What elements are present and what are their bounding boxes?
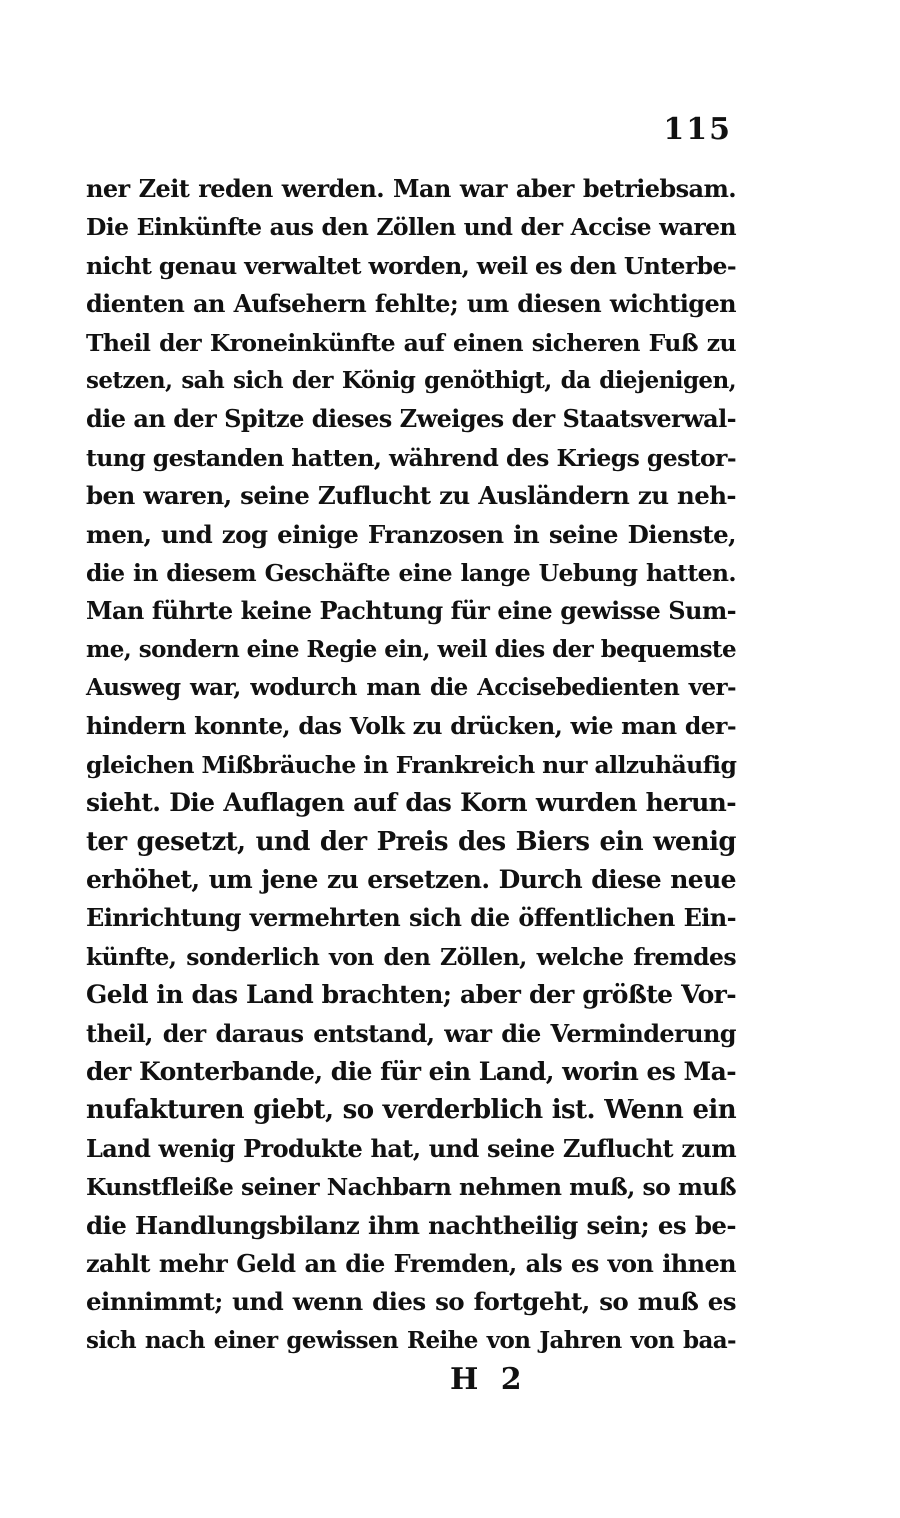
text-line: theil, der daraus entstand, war die Verminderung: [86, 1018, 736, 1048]
text-line: Man führte keine Pachtung für eine gewisse Sum-: [86, 596, 736, 626]
text-line: die an der Spitze dieses Zweiges der Staatsverwal-: [86, 404, 736, 434]
text-line: Theil der Kroneinkünfte auf einen sicheren Fuß zu: [86, 328, 736, 357]
text-line: sieht. Die Auflagen auf das Korn wurden herun-: [86, 788, 736, 818]
text-line: Einrichtung vermehrten sich die öffentlichen Ein-: [86, 903, 736, 933]
text-line: zahlt mehr Geld an die Fremden, als es von ihnen: [86, 1248, 736, 1278]
text-line: tung gestanden hatten, während des Kriegs gestor-: [86, 443, 736, 472]
text-line: ner Zeit reden werden. Man war aber betriebsam.: [86, 174, 736, 203]
text-line: die Handlungsbilanz ihm nachtheilig sein; es be-: [86, 1210, 736, 1240]
body-text: [86, 170, 736, 1360]
text-line: der Konterbande, die für ein Land, worin es Ma-: [86, 1056, 736, 1086]
text-line: sich nach einer gewissen Reihe von Jahren von baa-: [86, 1326, 736, 1354]
text-line: me, sondern eine Regie ein, weil dies der bequemste: [86, 635, 736, 663]
text-line: nufakturen giebt, so verderblich ist. Wenn ein: [86, 1095, 736, 1126]
text-line: nicht genau verwaltet worden, weil es den Unterbe-: [86, 251, 736, 280]
text-line: hindern konnte, das Volk zu drücken, wie man der-: [86, 712, 736, 741]
text-line: men, und zog einige Franzosen in seine Dienste,: [86, 519, 736, 549]
text-line: erhöhet, um jene zu ersetzen. Durch diese neue: [86, 865, 736, 895]
text-line: Land wenig Produkte hat, und seine Zuflucht zum: [86, 1133, 736, 1163]
signature-mark: H 2: [450, 1362, 528, 1397]
text-line: ben waren, seine Zuflucht zu Ausländern zu neh-: [86, 481, 736, 511]
page-number: 115: [663, 112, 732, 147]
text-line: ter gesetzt, und der Preis des Biers ein wenig: [86, 826, 736, 857]
text-line: die in diesem Geschäfte eine lange Uebung hatten.: [86, 558, 736, 587]
text-line: Die Einkünfte aus den Zöllen und der Accise waren: [86, 213, 736, 242]
text-line: gleichen Mißbräuche in Frankreich nur allzuhäufig: [86, 750, 737, 779]
text-line: setzen, sah sich der König genöthigt, da diejenigen,: [86, 366, 736, 394]
text-line: künfte, sonderlich von den Zöllen, welche fremdes: [86, 942, 736, 971]
text-line: Geld in das Land brachten; aber der größte Vor-: [86, 980, 736, 1010]
text-line: einnimmt; und wenn dies so fortgeht, so muß es: [86, 1287, 736, 1317]
text-line: dienten an Aufsehern fehlte; um diesen wichtigen: [86, 289, 736, 319]
text-line: Kunstfleiße seiner Nachbarn nehmen muß, so muß: [86, 1173, 736, 1202]
text-line: Ausweg war, wodurch man die Accisebedienten ver-: [86, 674, 736, 702]
